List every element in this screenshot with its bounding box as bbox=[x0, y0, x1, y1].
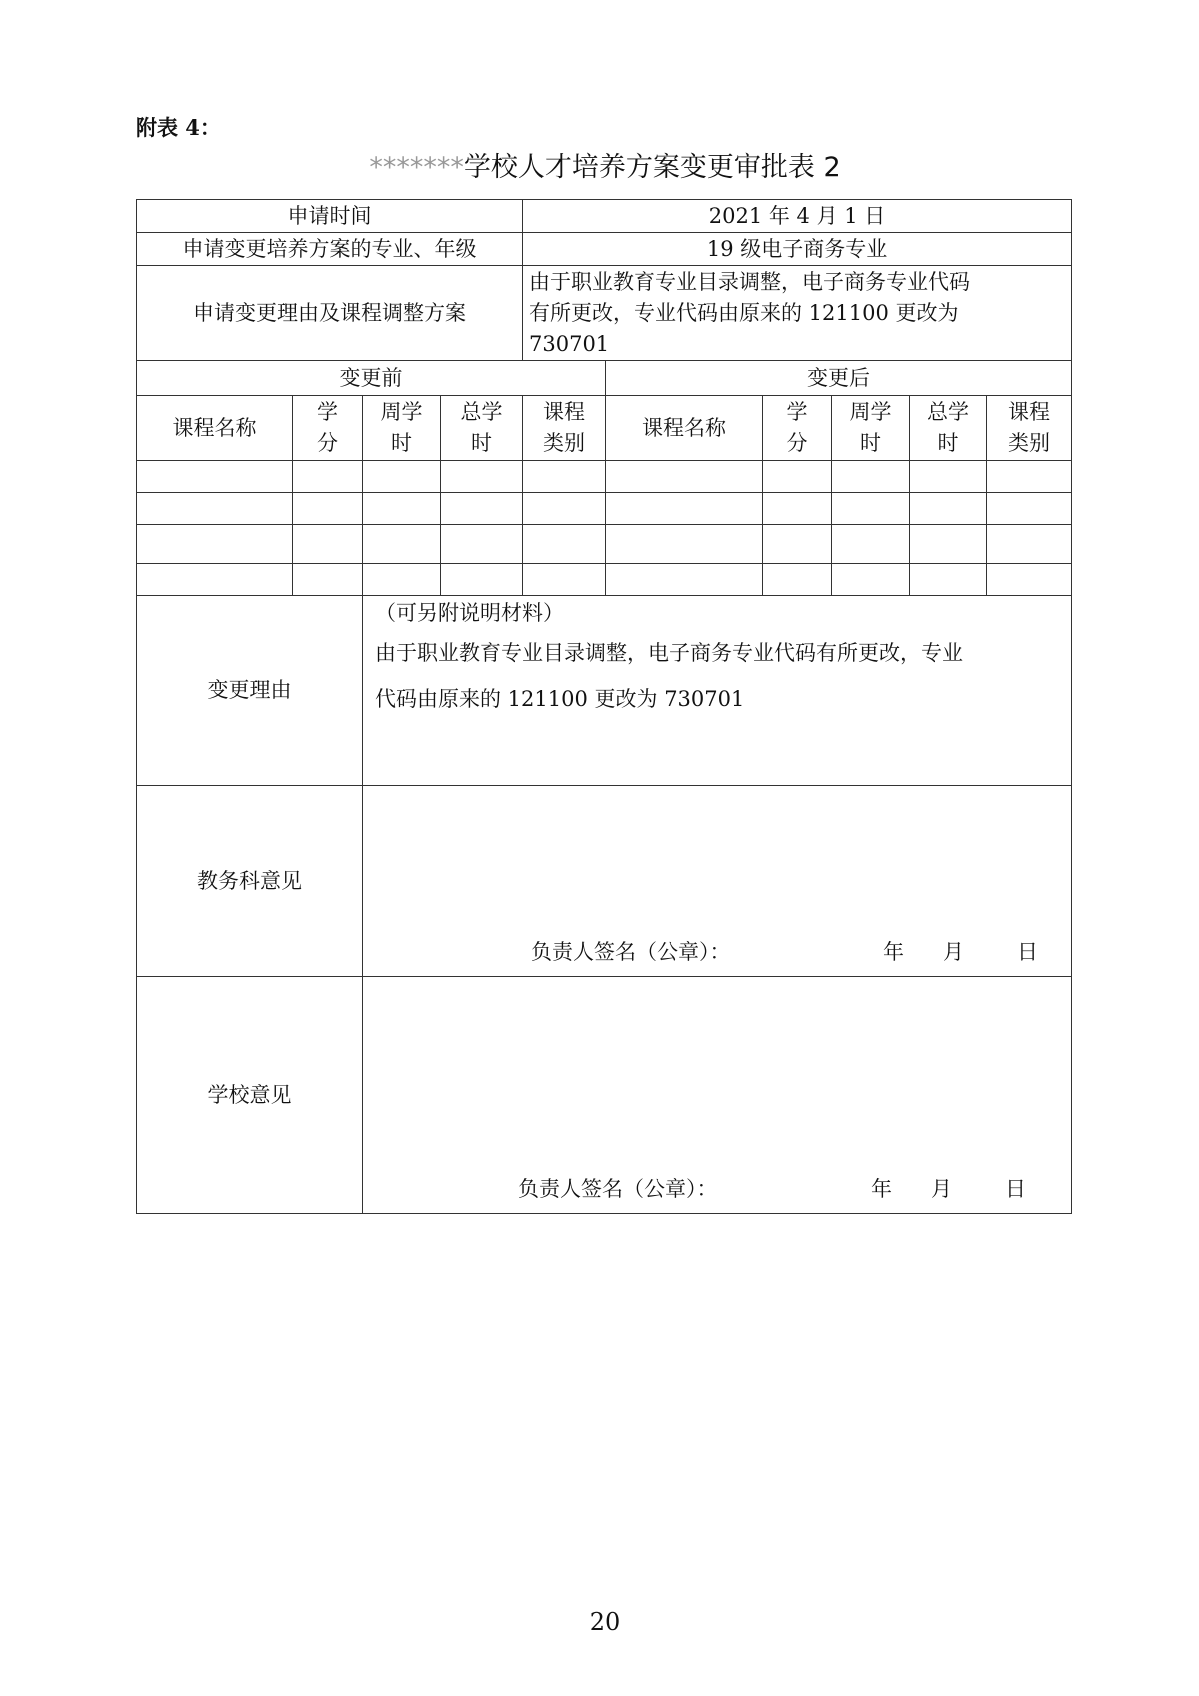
course-cell[interactable] bbox=[293, 461, 363, 493]
row-application-time bbox=[137, 200, 1072, 233]
course-header-cell bbox=[523, 396, 606, 461]
course-header-text: 课程 bbox=[1008, 400, 1051, 424]
course-cell[interactable] bbox=[832, 564, 910, 596]
course-row bbox=[137, 564, 1072, 596]
title-masked-prefix: ******* bbox=[369, 152, 464, 183]
page-number: 20 bbox=[589, 1608, 621, 1636]
course-header-text: 时 bbox=[937, 431, 959, 455]
course-cell[interactable] bbox=[606, 461, 763, 493]
course-cell[interactable] bbox=[137, 525, 293, 564]
reason-plan-line: 由于职业教育专业目录调整，电子商务专业代码 bbox=[529, 269, 970, 294]
course-header-cell bbox=[363, 396, 441, 461]
course-header-text: 学 bbox=[317, 400, 338, 424]
course-cell[interactable] bbox=[441, 525, 523, 564]
course-row bbox=[137, 493, 1072, 525]
school-opinion[interactable] bbox=[363, 977, 1072, 1214]
course-cell[interactable] bbox=[137, 564, 293, 596]
course-header-text: 课程名称 bbox=[642, 415, 726, 440]
course-cell[interactable] bbox=[523, 461, 606, 493]
course-header-text: 分 bbox=[317, 431, 338, 455]
month-label: 月 bbox=[931, 1177, 952, 1201]
course-cell[interactable] bbox=[987, 564, 1072, 596]
course-cell[interactable] bbox=[363, 461, 441, 493]
reason-plan-label: 申请变更理由及课程调整方案 bbox=[137, 266, 523, 361]
row-before-after bbox=[137, 361, 1072, 396]
course-cell[interactable] bbox=[523, 493, 606, 525]
course-header-text: 分 bbox=[786, 431, 808, 455]
course-row bbox=[137, 525, 1072, 564]
course-header-cell bbox=[763, 396, 832, 461]
course-cell[interactable] bbox=[910, 493, 987, 525]
course-cell[interactable] bbox=[137, 493, 293, 525]
course-header-text: 时 bbox=[471, 431, 492, 455]
before-label: 变更前 bbox=[137, 361, 606, 396]
course-cell[interactable] bbox=[763, 525, 832, 564]
course-header-cell bbox=[293, 396, 363, 461]
course-cell[interactable] bbox=[441, 564, 523, 596]
change-reason-note: （可另附说明材料） bbox=[375, 601, 564, 625]
course-cell[interactable] bbox=[910, 525, 987, 564]
major-label: 申请变更培养方案的专业、年级 bbox=[137, 233, 523, 266]
row-academic-affairs bbox=[137, 786, 1072, 977]
day-label: 日 bbox=[1017, 940, 1038, 964]
course-cell[interactable] bbox=[832, 493, 910, 525]
course-cell[interactable] bbox=[987, 461, 1072, 493]
year-label: 年 bbox=[883, 940, 904, 964]
course-header-text: 课程 bbox=[543, 400, 585, 424]
attachment-label: 附表 4： bbox=[136, 115, 221, 140]
course-row bbox=[137, 461, 1072, 493]
course-header-text: 课程名称 bbox=[172, 415, 257, 440]
course-header-cell bbox=[606, 396, 763, 461]
course-cell[interactable] bbox=[293, 493, 363, 525]
course-cell[interactable] bbox=[910, 461, 987, 493]
course-header-text: 类别 bbox=[543, 431, 585, 455]
academic-affairs-label: 教务科意见 bbox=[137, 786, 363, 977]
course-cell[interactable] bbox=[137, 461, 293, 493]
course-cell[interactable] bbox=[363, 525, 441, 564]
application-time-label: 申请时间 bbox=[137, 200, 523, 233]
row-change-reason bbox=[137, 596, 1072, 786]
course-header-text: 时 bbox=[391, 431, 412, 455]
course-cell[interactable] bbox=[763, 493, 832, 525]
course-cell[interactable] bbox=[987, 493, 1072, 525]
course-cell[interactable] bbox=[363, 493, 441, 525]
course-cell[interactable] bbox=[832, 525, 910, 564]
course-cell[interactable] bbox=[293, 564, 363, 596]
signature-label: 负责人签名（公章）： bbox=[531, 940, 731, 964]
course-header-cell bbox=[441, 396, 523, 461]
course-cell[interactable] bbox=[832, 461, 910, 493]
academic-affairs-opinion[interactable] bbox=[363, 786, 1072, 977]
page-title bbox=[0, 145, 1199, 184]
course-cell[interactable] bbox=[523, 564, 606, 596]
title-text: 学校人才培养方案变更审批表 2 bbox=[463, 152, 841, 183]
course-cell[interactable] bbox=[763, 461, 832, 493]
course-cell[interactable] bbox=[606, 493, 763, 525]
course-header-text: 类别 bbox=[1008, 431, 1051, 455]
change-reason-label: 变更理由 bbox=[137, 596, 363, 786]
course-header-text: 总学 bbox=[460, 400, 503, 424]
course-cell[interactable] bbox=[763, 564, 832, 596]
course-header-cell bbox=[987, 396, 1072, 461]
course-cell[interactable] bbox=[523, 525, 606, 564]
school-label: 学校意见 bbox=[137, 977, 363, 1214]
course-header-text: 时 bbox=[860, 431, 881, 455]
course-cell[interactable] bbox=[293, 525, 363, 564]
application-time-value: 2021 年 4 月 1 日 bbox=[523, 200, 1072, 233]
course-cell[interactable] bbox=[910, 564, 987, 596]
row-major bbox=[137, 233, 1072, 266]
major-value: 19 级电子商务专业 bbox=[523, 233, 1072, 266]
row-school bbox=[137, 977, 1072, 1214]
course-header-text: 周学 bbox=[380, 400, 423, 424]
reason-plan-value bbox=[523, 266, 1072, 361]
day-label: 日 bbox=[1005, 1177, 1026, 1201]
course-cell[interactable] bbox=[441, 493, 523, 525]
course-cell[interactable] bbox=[606, 525, 763, 564]
course-cell[interactable] bbox=[441, 461, 523, 493]
row-reason-plan bbox=[137, 266, 1072, 361]
course-header-row bbox=[137, 396, 1072, 461]
course-header-text: 学 bbox=[786, 400, 808, 424]
course-header-text: 周学 bbox=[849, 400, 892, 424]
year-label: 年 bbox=[871, 1177, 892, 1201]
signature-label: 负责人签名（公章）： bbox=[518, 1177, 718, 1201]
course-header-cell bbox=[137, 396, 293, 461]
change-reason-line: 由于职业教育专业目录调整，电子商务专业代码有所更改，专业 bbox=[375, 641, 963, 665]
course-header-cell bbox=[832, 396, 910, 461]
change-reason-content bbox=[363, 596, 1072, 786]
month-label: 月 bbox=[943, 940, 964, 964]
course-cell[interactable] bbox=[363, 564, 441, 596]
approval-form-table bbox=[136, 199, 1072, 1214]
reason-plan-line: 有所更改，专业代码由原来的 121100 更改为 bbox=[529, 300, 959, 325]
course-header-text: 总学 bbox=[927, 400, 969, 424]
reason-plan-line: 730701 bbox=[529, 331, 610, 356]
change-reason-line: 代码由原来的 121100 更改为 730701 bbox=[375, 687, 745, 711]
course-header-cell bbox=[910, 396, 987, 461]
after-label: 变更后 bbox=[606, 361, 1072, 396]
course-cell[interactable] bbox=[606, 564, 763, 596]
course-cell[interactable] bbox=[987, 525, 1072, 564]
